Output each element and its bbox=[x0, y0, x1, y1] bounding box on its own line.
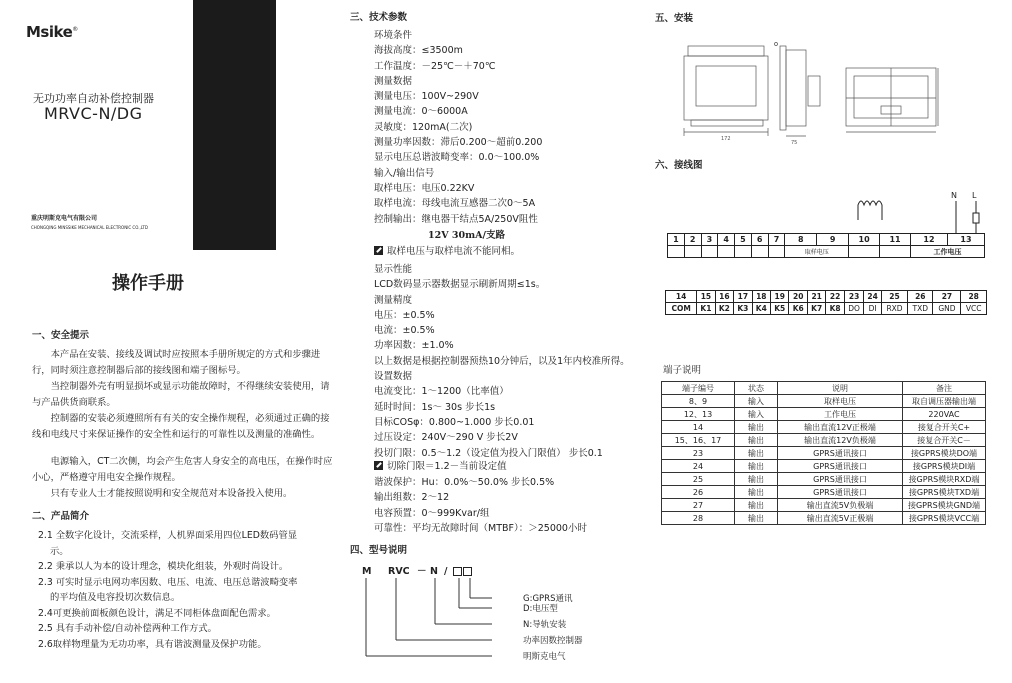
th-remark: 备注 bbox=[903, 382, 986, 395]
tech-line: 电流变比：1～1200（比率值） bbox=[374, 386, 509, 398]
terminal-label: K8 bbox=[826, 303, 844, 315]
tech-note-1: 取样电压与取样电流不能同相。 bbox=[374, 246, 520, 258]
terminal: 14 bbox=[666, 291, 697, 303]
table-row: 15、16、17 输出 输出直流12V负极端 接复合开关C－ bbox=[662, 434, 986, 447]
tech-line: 取样电压：电压0.22KV bbox=[374, 182, 475, 194]
table-row: 8、9 输入 取样电压 取自调压器输出端 bbox=[662, 395, 986, 408]
safety-p4: 电源输入，CT二次侧，均会产生危害人身安全的高电压，在操作时应小心，严格遵守用电安全操作规程。 bbox=[32, 456, 333, 484]
table-row: 28 输出 输出直流5V正极端 接GPRS模块VCC端 bbox=[662, 512, 986, 525]
terminal: 22 bbox=[826, 291, 844, 303]
tech-line: 测量数据 bbox=[374, 75, 413, 87]
tech-line: 过压设定：240V～290 V 步长2V bbox=[374, 432, 518, 444]
tech-list-2 bbox=[374, 262, 630, 461]
safety-p1: 本产品在安装、接线及调试时应按照本手册所规定的方式和步骤进行，同时须注意控制器后部的接线图和端子图标号。 bbox=[32, 349, 321, 377]
tech-line: 设置数据 bbox=[374, 371, 413, 383]
terminal: 17 bbox=[734, 291, 752, 303]
product-model: MRVC-N/DG bbox=[44, 104, 143, 123]
tech-line: 取样电流：母线电流互感器二次0～5A bbox=[374, 198, 536, 210]
terminal-label: VCC bbox=[961, 303, 987, 315]
note-icon bbox=[374, 461, 383, 470]
terminal: 19 bbox=[771, 291, 789, 303]
safety-p3: 控制器的安装必须遵照所有有关的安全操作规程，必须通过正确的接线和电线尺寸来保证操作的安全性和运行的可靠性以及测量的准确性。 bbox=[32, 413, 330, 441]
intro-item: 2.4可更换前面板颜色设计，满足不同柜体盘面配色需求。 bbox=[38, 607, 276, 619]
terminal-label: K7 bbox=[807, 303, 825, 315]
tech-line: 投切门限：0.5～1.2（设定值为投入门限值） 步长0.1 bbox=[374, 447, 603, 459]
company-name: 重庆明斯克电气有限公司 bbox=[31, 215, 98, 222]
terminal-desc-table bbox=[661, 381, 986, 525]
table-row: 27 输出 输出直流5V负极端 接GPRS模块GND端 bbox=[662, 499, 986, 512]
tech-line: 控制输出：继电器干结点5A/250V阻性 bbox=[374, 213, 538, 225]
terminal: 26 bbox=[908, 291, 933, 303]
terminal-desc-title: 端子说明 bbox=[663, 365, 702, 376]
safety-p5: 只有专业人士才能按照说明和安全规范对本设备投入使用。 bbox=[50, 488, 293, 499]
intro-item: 2.5 具有手动补偿/自动补偿两种工作方式。 bbox=[38, 623, 217, 634]
terminal: 11 bbox=[880, 234, 911, 246]
tech-line: 以上数据是根据控制器预热10分钟后，以及1年内校准所得。 bbox=[374, 355, 630, 367]
model-label-g: G:GPRS通讯 bbox=[523, 594, 573, 604]
terminal-label: DO bbox=[844, 303, 863, 315]
terminal-label: K3 bbox=[734, 303, 752, 315]
tech-line: 输入/输出信号 bbox=[374, 167, 435, 179]
table-row: 23 输出 GPRS通讯接口 接GPRS模块DO端 bbox=[662, 447, 986, 460]
terminal: 23 bbox=[844, 291, 863, 303]
tech-line: 测量电压：100V~290V bbox=[374, 91, 479, 103]
intro-item: 的平均值及电容投切次数信息。 bbox=[50, 592, 181, 603]
terminal-label: K1 bbox=[697, 303, 715, 315]
intro-item: 2.2 秉承以人为本的设计理念，模块化组装，外观时尚设计。 bbox=[38, 561, 289, 572]
terminal: 25 bbox=[881, 291, 907, 303]
terminal-label: COM bbox=[666, 303, 697, 315]
intro-item: 示。 bbox=[50, 545, 69, 557]
tech-line: 功率因数：±1.0% bbox=[374, 340, 454, 352]
terminal: 10 bbox=[849, 234, 880, 246]
terminal: 24 bbox=[864, 291, 882, 303]
terminal: 12 bbox=[911, 234, 948, 246]
terminal: 2 bbox=[684, 234, 701, 246]
safety-p2: 当控制器外壳有明显损坏或显示功能故障时，不得继续安装使用，请与产品供货商联系。 bbox=[32, 381, 330, 409]
dim-side: 75 bbox=[791, 140, 798, 146]
install-heading: 五、安装 bbox=[655, 13, 694, 24]
tech-bold-line: 12V 30mA/支路 bbox=[428, 230, 506, 241]
terminal: 28 bbox=[961, 291, 987, 303]
terminal: 18 bbox=[752, 291, 770, 303]
terminal: 13 bbox=[947, 234, 984, 246]
model-code-lines bbox=[360, 576, 500, 666]
brand-logo: Msike® bbox=[26, 23, 78, 41]
terminal-label: GND bbox=[933, 303, 961, 315]
tech-line: LCD数码显示器数据显示刷新周期≤1s。 bbox=[374, 279, 546, 291]
model-heading: 四、型号说明 bbox=[350, 545, 408, 556]
tech-line: 测量功率因数：滞后0.200～超前0.200 bbox=[374, 137, 543, 149]
tech-line: 可靠性：平均无故障时间（MTBF）：＞25000小时 bbox=[374, 522, 587, 534]
wiring-bottom-terminals bbox=[665, 290, 987, 315]
tech-line: 测量电流：0～6000A bbox=[374, 106, 468, 118]
th-desc: 说明 bbox=[778, 382, 903, 395]
n-label: N bbox=[951, 191, 957, 200]
installation-drawing bbox=[676, 36, 956, 156]
terminal: 9 bbox=[817, 234, 849, 246]
terminal: 3 bbox=[701, 234, 718, 246]
model-label-n: N:导轨安装 bbox=[523, 620, 567, 630]
th-state: 状态 bbox=[735, 382, 778, 395]
tech-line: 工作温度：－25℃－＋70℃ bbox=[374, 60, 496, 72]
terminal: 8 bbox=[785, 234, 817, 246]
wiring-diagram-top bbox=[848, 185, 988, 233]
tech-line: 延时时间：1s～ 30s 步长1s bbox=[374, 401, 496, 413]
wiring-top-terminals bbox=[667, 233, 985, 258]
safety-heading: 一、安全提示 bbox=[32, 330, 90, 341]
work-voltage-label: 工作电压 bbox=[911, 246, 985, 258]
tech-line: 目标COSφ：0.800~1.000 步长0.01 bbox=[374, 416, 535, 428]
intro-item: 2.3 可实时显示电网功率因数、电压、电流、电压总谐波畸变率 bbox=[38, 576, 298, 588]
tech-heading: 三、技术参数 bbox=[350, 12, 408, 23]
terminal: 1 bbox=[668, 234, 685, 246]
table-row: 12、13 输入 工作电压 220VAC bbox=[662, 408, 986, 421]
terminal: 27 bbox=[933, 291, 961, 303]
table-row: 25 输出 GPRS通讯接口 接GPRS模块RXD端 bbox=[662, 473, 986, 486]
model-label-pfc: 功率因数控制器 bbox=[523, 636, 583, 646]
note-icon bbox=[374, 246, 383, 255]
tech-line: 海拔高度：≤3500m bbox=[374, 45, 463, 57]
terminal: 5 bbox=[735, 234, 752, 246]
intro-item: 2.1 全数字化设计，交流采样，人机界面采用四位LED数码管显 bbox=[38, 530, 298, 541]
tech-line: 环境条件 bbox=[374, 30, 413, 41]
terminal: 15 bbox=[697, 291, 715, 303]
l-label: L bbox=[972, 191, 977, 200]
tech-line: 显示电压总谐波畸变率：0.0～100.0% bbox=[374, 152, 540, 164]
model-label-d: D:电压型 bbox=[523, 604, 558, 614]
tech-line: 谐波保护：Hu：0.0%～50.0% 步长0.5% bbox=[374, 477, 555, 488]
model-label-brand: 明斯克电气 bbox=[523, 652, 566, 662]
terminal-label: RXD bbox=[881, 303, 907, 315]
terminal-label: K5 bbox=[771, 303, 789, 315]
cover-black-band bbox=[193, 0, 276, 250]
terminal: 21 bbox=[807, 291, 825, 303]
tech-line: 测量精度 bbox=[374, 294, 413, 306]
tech-line: 输出组数：2～12 bbox=[374, 492, 450, 504]
sample-voltage-label: 取样电压 bbox=[785, 246, 849, 258]
intro-item: 2.6取样物理量为无功功率，具有谐波测量及保护功能。 bbox=[38, 638, 267, 650]
terminal-label: K4 bbox=[752, 303, 770, 315]
tech-line: 电容预置：0～999Kvar/组 bbox=[374, 507, 490, 519]
table-row: 14 输出 输出直流12V正极端 接复合开关C+ bbox=[662, 421, 986, 434]
terminal-label: K2 bbox=[715, 303, 733, 315]
company-name-en: CHONGQING MINSSIKE MECHANICAL ELECTRONIC CO.,LTD bbox=[31, 225, 148, 230]
intro-list bbox=[38, 528, 343, 652]
tech-list-3 bbox=[374, 475, 587, 536]
terminal-label: K6 bbox=[789, 303, 807, 315]
th-terminal: 端子编号 bbox=[662, 382, 735, 395]
manual-title: 操作手册 bbox=[112, 273, 184, 294]
table-row: 26 输出 GPRS通讯接口 接GPRS模块TXD端 bbox=[662, 486, 986, 499]
tech-line: 电压：±0.5% bbox=[374, 309, 435, 321]
tech-line: 灵敏度：120mA(二次) bbox=[374, 121, 473, 133]
terminal: 4 bbox=[718, 234, 735, 246]
intro-heading: 二、产品简介 bbox=[32, 511, 90, 522]
tech-line: 显示性能 bbox=[374, 264, 413, 275]
terminal-label: TXD bbox=[908, 303, 933, 315]
terminal-label: DI bbox=[864, 303, 882, 315]
terminal: 16 bbox=[715, 291, 733, 303]
table-row: 24 输出 GPRS通讯接口 接GPRS模块DI端 bbox=[662, 460, 986, 473]
terminal: 7 bbox=[768, 234, 785, 246]
tech-line: 电流：±0.5% bbox=[374, 325, 435, 337]
terminal: 6 bbox=[751, 234, 768, 246]
tech-list-1 bbox=[374, 28, 542, 227]
tech-note-2: 切除门限＝1.2－当前设定值 bbox=[374, 461, 507, 473]
wiring-heading: 六、接线图 bbox=[655, 160, 703, 171]
dim-front: 172 bbox=[721, 136, 731, 142]
terminal: 20 bbox=[789, 291, 807, 303]
product-subtitle: 无功功率自动补偿控制器 bbox=[33, 92, 154, 105]
